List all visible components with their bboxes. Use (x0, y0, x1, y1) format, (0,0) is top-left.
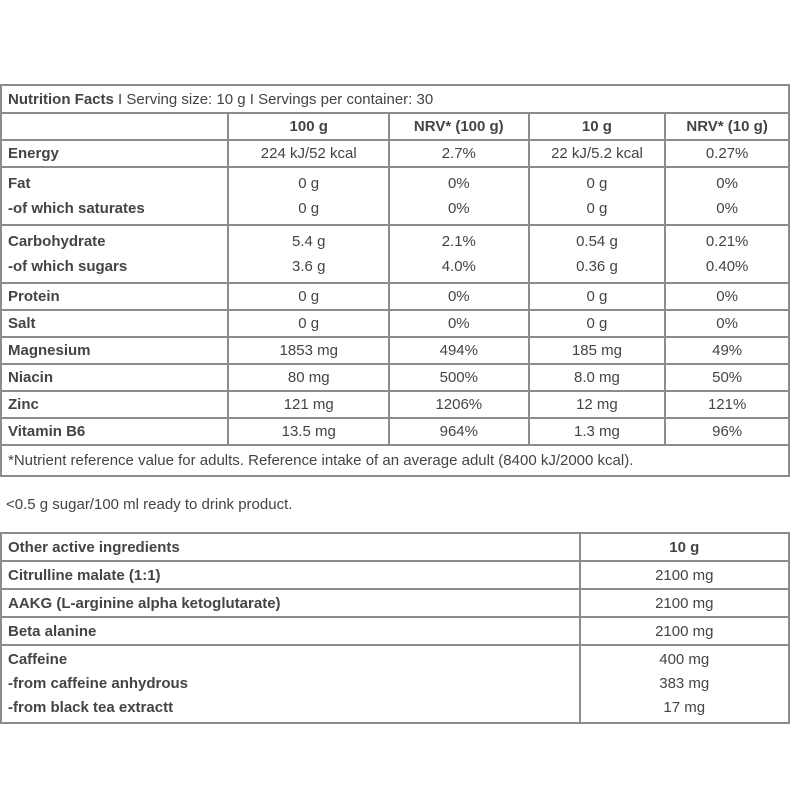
nutrient-value-cell (529, 283, 666, 310)
nutrient-value: 2.7% (441, 145, 476, 162)
sugar-note: <0.5 g sugar/100 ml ready to drink product. (6, 496, 293, 513)
nutrient-name-cell (1, 337, 228, 364)
ingredient-name-cell (1, 561, 580, 589)
nutrient-name-cell (1, 225, 228, 283)
nutrient-value-cell (665, 140, 789, 167)
header-cell-nrv-10g: NRV* (10 g) (665, 113, 789, 140)
ingredient-name: Citrulline malate (1:1) (8, 566, 161, 584)
nutrition-footnote: *Nutrient reference value for adults. Reference intake of an average adult (8400 kJ/2000 kcal). (1, 445, 789, 476)
nutrient-value: 494% (439, 342, 478, 359)
nutrient-value-cell (529, 364, 666, 391)
nutrient-value: 1.3 mg (574, 423, 620, 440)
nutrient-name: -of which saturates (8, 200, 145, 217)
nutrient-name: -of which sugars (8, 258, 128, 275)
header-cell (1, 113, 228, 140)
nutrient-value-cell (665, 167, 789, 225)
nutrient-name-cell (1, 391, 228, 418)
ingredient-name: AAKG (L-arginine alpha ketoglutarate) (8, 594, 281, 612)
nutrient-value: 185 mg (571, 342, 622, 359)
nutrition-row (1, 225, 789, 283)
nutrient-name: Fat (8, 175, 31, 192)
active-ingredient-row (1, 589, 789, 617)
nutrition-title-bold: Nutrition Facts (8, 90, 114, 108)
nutrient-value: 0 g (298, 288, 320, 305)
nutrient-value-cell (665, 391, 789, 418)
header-cell-10g: 10 g (529, 113, 666, 140)
ingredient-name: -from black tea extractt (8, 699, 174, 716)
nutrient-value-cell (228, 167, 389, 225)
nutrient-value-cell (665, 364, 789, 391)
nutrition-row (1, 364, 789, 391)
nutrient-name-cell (1, 310, 228, 337)
nutrient-value-cell (389, 225, 529, 283)
nutrient-value-cell (665, 225, 789, 283)
nutrient-value-cell (529, 310, 666, 337)
nutrition-row (1, 283, 789, 310)
active-ingredient-row (1, 561, 789, 589)
nutrient-name-cell (1, 167, 228, 225)
nutrient-value: 0% (716, 175, 738, 192)
ingredient-amount: 2100 mg (655, 566, 714, 584)
nutrition-row (1, 337, 789, 364)
nutrient-value: 964% (439, 423, 478, 440)
nutrient-value: 0% (447, 315, 470, 332)
ingredient-amount-cell (580, 617, 789, 645)
nutrient-value: 0 g (586, 200, 608, 217)
nutrient-value-cell (228, 364, 389, 391)
nutrient-value-cell (529, 418, 666, 445)
nutrient-value: 0% (716, 288, 738, 305)
active-ingredients-table (0, 532, 790, 724)
nutrient-value: 49% (712, 342, 743, 359)
nutrient-value: 0.21% (705, 233, 749, 250)
ingredient-amount-cell (580, 561, 789, 589)
ingredient-name-cell (1, 589, 580, 617)
active-header-amount: 10 g (580, 533, 789, 561)
ingredient-amount: 2100 mg (655, 594, 714, 612)
ingredient-name: Beta alanine (8, 622, 97, 640)
nutrient-value: 0% (447, 200, 470, 217)
nutrition-title-rest: I Serving size: 10 g I Servings per container: 30 (113, 90, 434, 108)
nutrient-value: 80 mg (287, 369, 330, 386)
nutrient-value-cell (529, 391, 666, 418)
nutrient-value-cell (529, 167, 666, 225)
nutrient-value-cell (228, 391, 389, 418)
nutrient-value: 3.6 g (292, 258, 326, 275)
nutrient-value-cell (389, 337, 529, 364)
nutrient-value-cell (228, 337, 389, 364)
nutrient-value-cell (665, 337, 789, 364)
nutrient-name-cell (1, 140, 228, 167)
nutrient-value: 50% (712, 369, 743, 386)
nutrient-value: 0 g (586, 315, 608, 332)
active-header-name: Other active ingredients (1, 533, 580, 561)
header-cell-nrv-100g: NRV* (100 g) (389, 113, 529, 140)
nutrient-value: 0 g (298, 175, 320, 192)
nutrition-facts-table (0, 84, 790, 477)
nutrient-value: 224 kJ/52 kcal (260, 145, 357, 162)
nutrient-value-cell (529, 225, 666, 283)
nutrient-value: 0% (447, 288, 470, 305)
nutrient-value-cell (529, 337, 666, 364)
nutrient-value-cell (665, 418, 789, 445)
ingredient-amount: 17 mg (663, 699, 706, 716)
header-cell-100g: 100 g (228, 113, 389, 140)
nutrient-name-cell (1, 283, 228, 310)
nutrient-value: 2.1% (441, 233, 476, 250)
nutrient-name: Vitamin B6 (8, 423, 86, 440)
nutrient-value: 1853 mg (279, 342, 338, 359)
nutrient-value: 0.27% (705, 145, 749, 162)
nutrient-value-cell (529, 140, 666, 167)
nutrient-value: 8.0 mg (574, 369, 620, 386)
nutrient-value-cell (228, 225, 389, 283)
ingredient-amount: 383 mg (659, 675, 710, 692)
nutrient-value: 0.54 g (576, 233, 618, 250)
nutrient-name: Magnesium (8, 342, 91, 359)
nutrition-row (1, 391, 789, 418)
nutrient-value-cell (228, 418, 389, 445)
nutrient-value: 0 g (586, 288, 608, 305)
nutrient-value: 22 kJ/5.2 kcal (551, 145, 643, 162)
nutrient-name-cell (1, 418, 228, 445)
nutrition-row (1, 310, 789, 337)
nutrient-value: 0.36 g (576, 258, 618, 275)
active-header-row (1, 533, 789, 561)
nutrient-value: 96% (712, 423, 743, 440)
nutrient-value: 0% (716, 315, 738, 332)
nutrient-value-cell (665, 310, 789, 337)
nutrient-value-cell (228, 310, 389, 337)
nutrient-value: 12 mg (576, 396, 618, 413)
nutrient-value-cell (389, 140, 529, 167)
nutrient-value-cell (228, 140, 389, 167)
ingredient-amount-cell (580, 589, 789, 617)
nutrient-value-cell (389, 167, 529, 225)
nutrient-name: Zinc (8, 396, 39, 413)
nutrition-row (1, 140, 789, 167)
ingredient-name-cell (1, 645, 580, 723)
ingredient-name: -from caffeine anhydrous (8, 675, 189, 692)
nutrient-value-cell (228, 283, 389, 310)
nutrient-value: 121% (707, 396, 747, 413)
ingredient-amount: 2100 mg (655, 622, 714, 640)
nutrient-name: Protein (8, 288, 60, 305)
nutrition-title (1, 85, 789, 113)
nutrient-value: 4.0% (441, 258, 476, 275)
nutrient-value-cell (665, 283, 789, 310)
nutrient-name-cell (1, 364, 228, 391)
active-ingredient-row (1, 617, 789, 645)
nutrition-row (1, 167, 789, 225)
nutrient-value: 0 g (298, 200, 320, 217)
nutrient-value: 0% (716, 200, 738, 217)
nutrition-row (1, 418, 789, 445)
nutrient-value-cell (389, 364, 529, 391)
nutrient-value: 500% (439, 369, 478, 386)
ingredient-amount: 400 mg (659, 651, 710, 668)
nutrient-value: 13.5 mg (281, 423, 336, 440)
nutrient-value: 121 mg (283, 396, 334, 413)
nutrient-value: 0% (447, 175, 470, 192)
nutrient-value-cell (389, 418, 529, 445)
nutrient-name: Carbohydrate (8, 233, 106, 250)
nutrient-name: Salt (8, 315, 36, 332)
nutrient-value-cell (389, 391, 529, 418)
nutrient-value: 0.40% (705, 258, 749, 275)
nutrient-value: 0 g (586, 175, 608, 192)
nutrient-value: 5.4 g (292, 233, 326, 250)
nutrition-footnote-row (1, 445, 789, 476)
ingredient-name: Caffeine (8, 651, 68, 668)
nutrient-name: Energy (8, 145, 59, 162)
ingredient-name-cell (1, 617, 580, 645)
nutrition-header-row (1, 113, 789, 140)
nutrient-name: Niacin (8, 369, 54, 386)
ingredient-amount-cell (580, 645, 789, 723)
nutrient-value-cell (389, 283, 529, 310)
nutrient-value: 0 g (298, 315, 320, 332)
active-ingredient-row (1, 645, 789, 723)
nutrient-value-cell (389, 310, 529, 337)
nutrition-title-row (1, 85, 789, 113)
nutrient-value: 1206% (435, 396, 483, 413)
